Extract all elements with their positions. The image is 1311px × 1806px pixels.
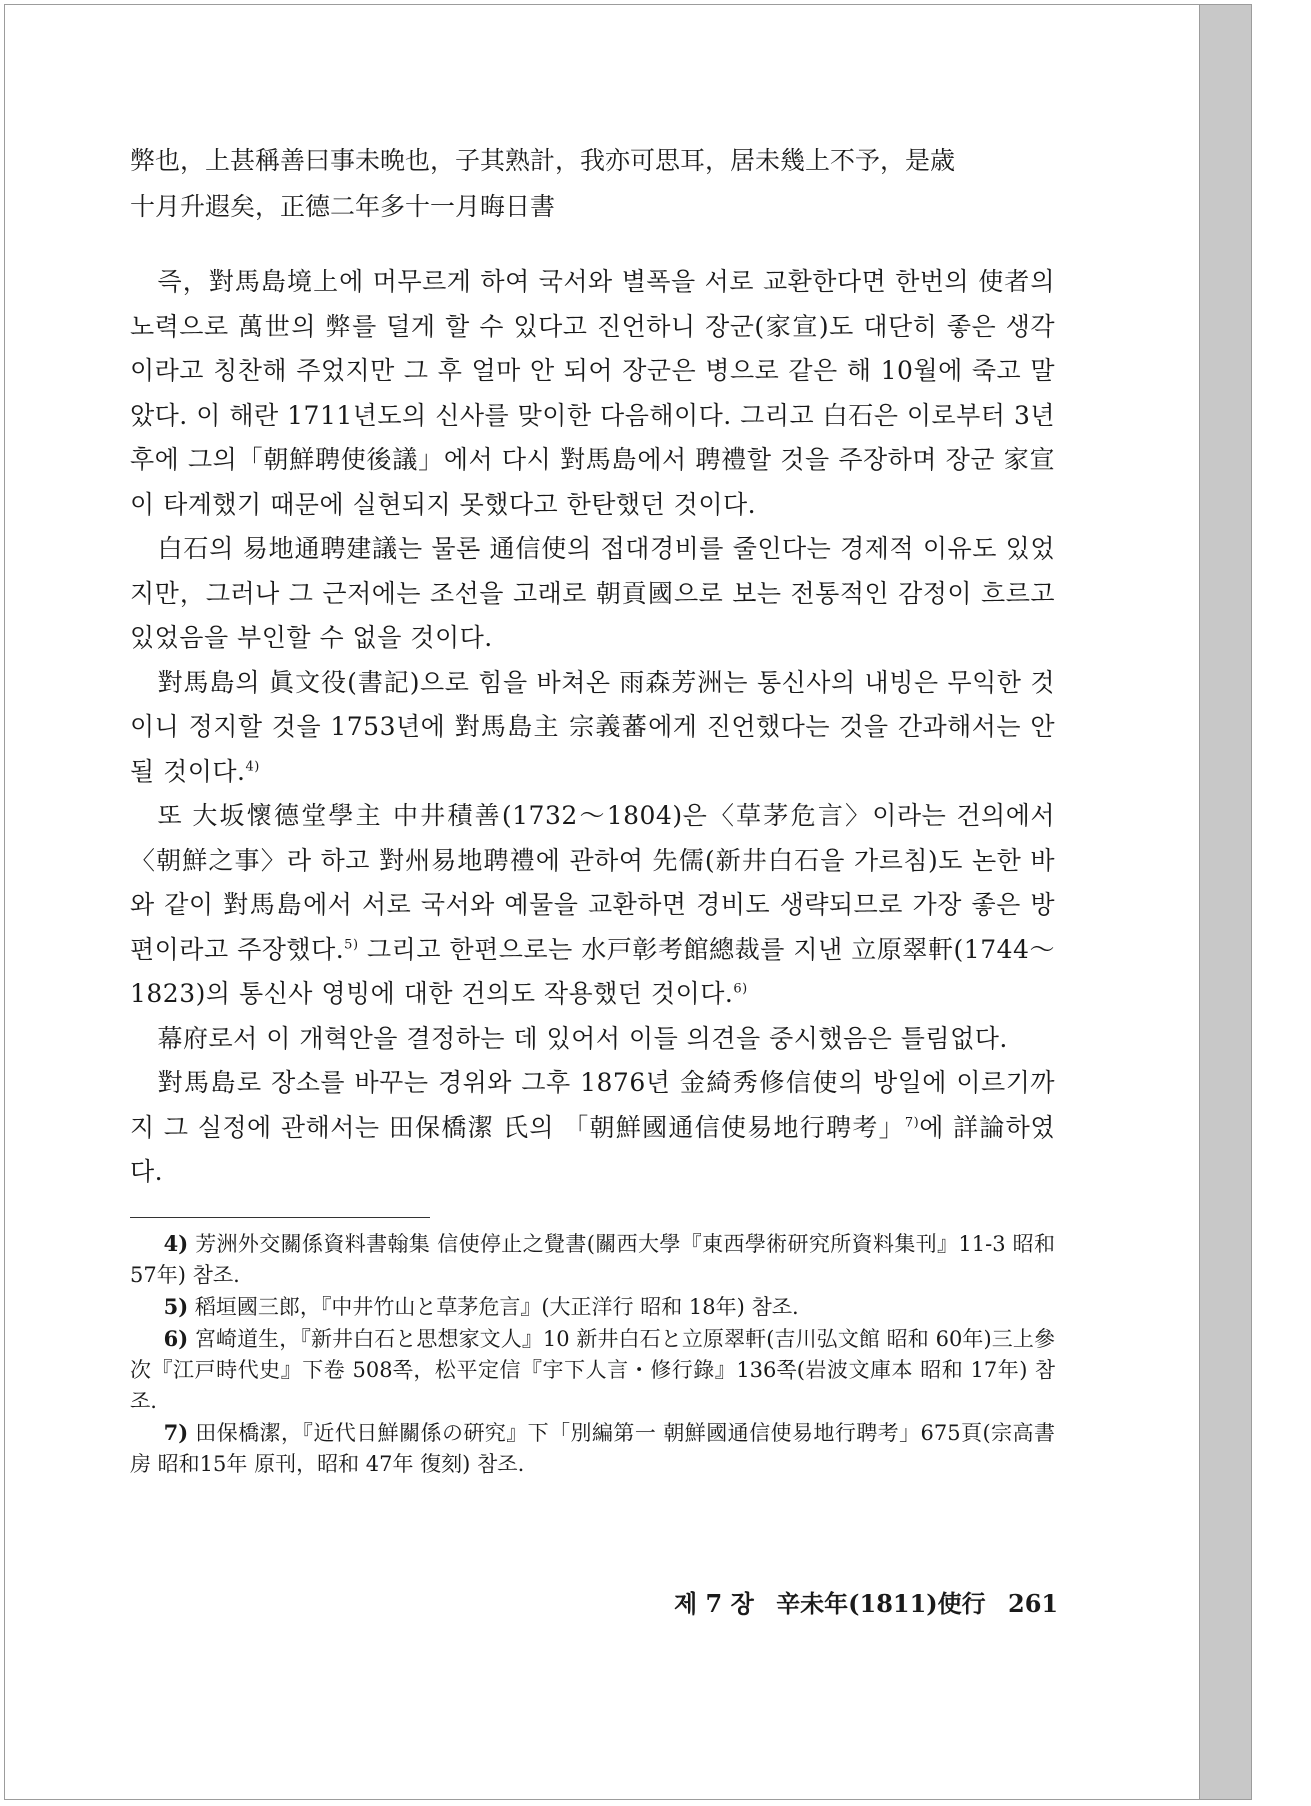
footnote-divider [130,1217,430,1218]
body-paragraph-3-text: 對馬島의 眞文役(書記)으로 힘을 바쳐온 雨森芳洲는 통신사의 내빙은 무익한 것이니 정지할 것을 1753년에 對馬島主 宗義蕃에게 진언했다는 것을 간과해서는 안 될 것이다. [130,667,1055,786]
page-content [130,138,1055,1480]
body-paragraph-6 [130,1061,1055,1195]
body-paragraph-5: 幕府로서 이 개혁안을 결정하는 데 있어서 이들 의견을 중시했음은 틀림없다. [157,1023,1008,1053]
footnote-ref-6[interactable]: 6) [733,981,748,997]
footnote-ref-5[interactable]: 5) [344,937,359,953]
body-paragraph-6-text: 對馬島로 장소를 바꾸는 경위와 그후 1876년 金綺秀修信使의 방일에 이르기까지 그 실정에 관해서는 田保橋潔 氏의 「朝鮮國通信使易地行聘考」 [130,1068,1055,1142]
footnote-ref-4[interactable]: 4) [245,759,260,775]
footnote-6 [130,1323,1055,1417]
footnote-7 [130,1417,1055,1480]
footer-title: 辛未年(1811)使行 [776,1589,986,1618]
body-paragraph-2: 白石의 易地通聘建議는 물론 通信使의 접대경비를 줄인다는 경제적 이유도 있었지만，그러나 그 근저에는 조선을 고래로 朝貢國으로 보는 전통적인 감정이 흐르고 있었음을 부인할 수 없을 것이다. [130,534,1055,652]
body-paragraph-3 [130,661,1055,795]
footnote-5 [130,1291,1055,1323]
footnote-7-text: 田保橋潔，『近代日鮮關係の硏究』下「別編第一 朝鮮國通信使易地行聘考」675頁(宗高書房 昭和15年 原刊，昭和 47年 復刻) 참조. [130,1420,1055,1476]
footnote-4-text: 芳洲外交關係資料書翰集 信使停止之覺書(關西大學『東西學術研究所資料集刊』11-3 昭和 57年) 참조. [130,1231,1055,1287]
page-number: 261 [1008,1589,1059,1618]
footnote-6-number: 6) [163,1325,189,1351]
page-stack-edge [1200,4,1252,1800]
quote-line-1: 弊也，上甚稱善曰事未晩也，子其熟計，我亦可思耳，居未幾上不予，是歳 [130,146,956,175]
footer-chapter: 제 7 장 [674,1589,754,1618]
footnote-5-text: 稻垣國三郎，『中井竹山と草茅危言』(大正洋行 昭和 18年) 참조. [194,1294,799,1319]
footnote-7-number: 7) [163,1419,189,1445]
footnote-ref-7[interactable]: 7) [904,1115,920,1131]
running-footer [660,1584,1059,1619]
body-paragraph-4-tail: 그리고 한편으로는 水戸彰考館總裁를 지낸 立原翠軒(1744～1823)의 통신사 영빙에 대한 건의도 작용했던 것이다. [130,934,1055,1008]
body-paragraph-4 [130,794,1055,1017]
body-paragraph-4-text: 또 大坂懷德堂學主 中井積善(1732～1804)은〈草茅危言〉이라는 건의에서〈朝鮮之事〉라 하고 對州易地聘禮에 관하여 先儒(新井白石을 가르침)도 논한 바와 같이 對馬島에서 서로 국서와 예물을 교환하면 경비도 생략되므로 가장 좋은 방편이라고 주장했다. [130,801,1055,964]
footnote-5-number: 5) [163,1293,189,1319]
footnote-4-number: 4) [163,1230,189,1256]
body-paragraph-1: 즉，對馬島境上에 머무르게 하여 국서와 별폭을 서로 교환한다면 한번의 使者의 노력으로 萬世의 弊를 덜게 할 수 있다고 진언하니 장군(家宣)도 대단히 좋은 생각이라고 칭찬해 주었지만 그 후 얼마 안 되어 장군은 병으로 같은 해 10월에 죽고 말았다. 이 해란 1711년도의 신사를 맞이한 다음해이다. 그리고 白石은 이로부터 3년 후에 그의「朝鮮聘使後議」에서 다시 對馬島에서 聘禮할 것을 주장하며 장군 家宣이 타계했기 때문에 실현되지 못했다고 한탄했던 것이다. [130,267,1055,519]
footnote-6-text: 宮崎道生，『新井白石と思想家文人』10 新井白石と立原翠軒(吉川弘文館 昭和 60年)三上參次『江戸時代史』下卷 508쪽，松平定信『宇下人言・修行錄』136쪽(岩波文庫本 昭和 17年) 참조. [130,1326,1055,1413]
body-paragraph-6-tail: 에 詳論하였다. [130,1112,1055,1186]
footnote-4 [130,1228,1055,1291]
quote-line-2: 十月升遐矣，正德二年多十一月晦日書 [130,192,556,221]
